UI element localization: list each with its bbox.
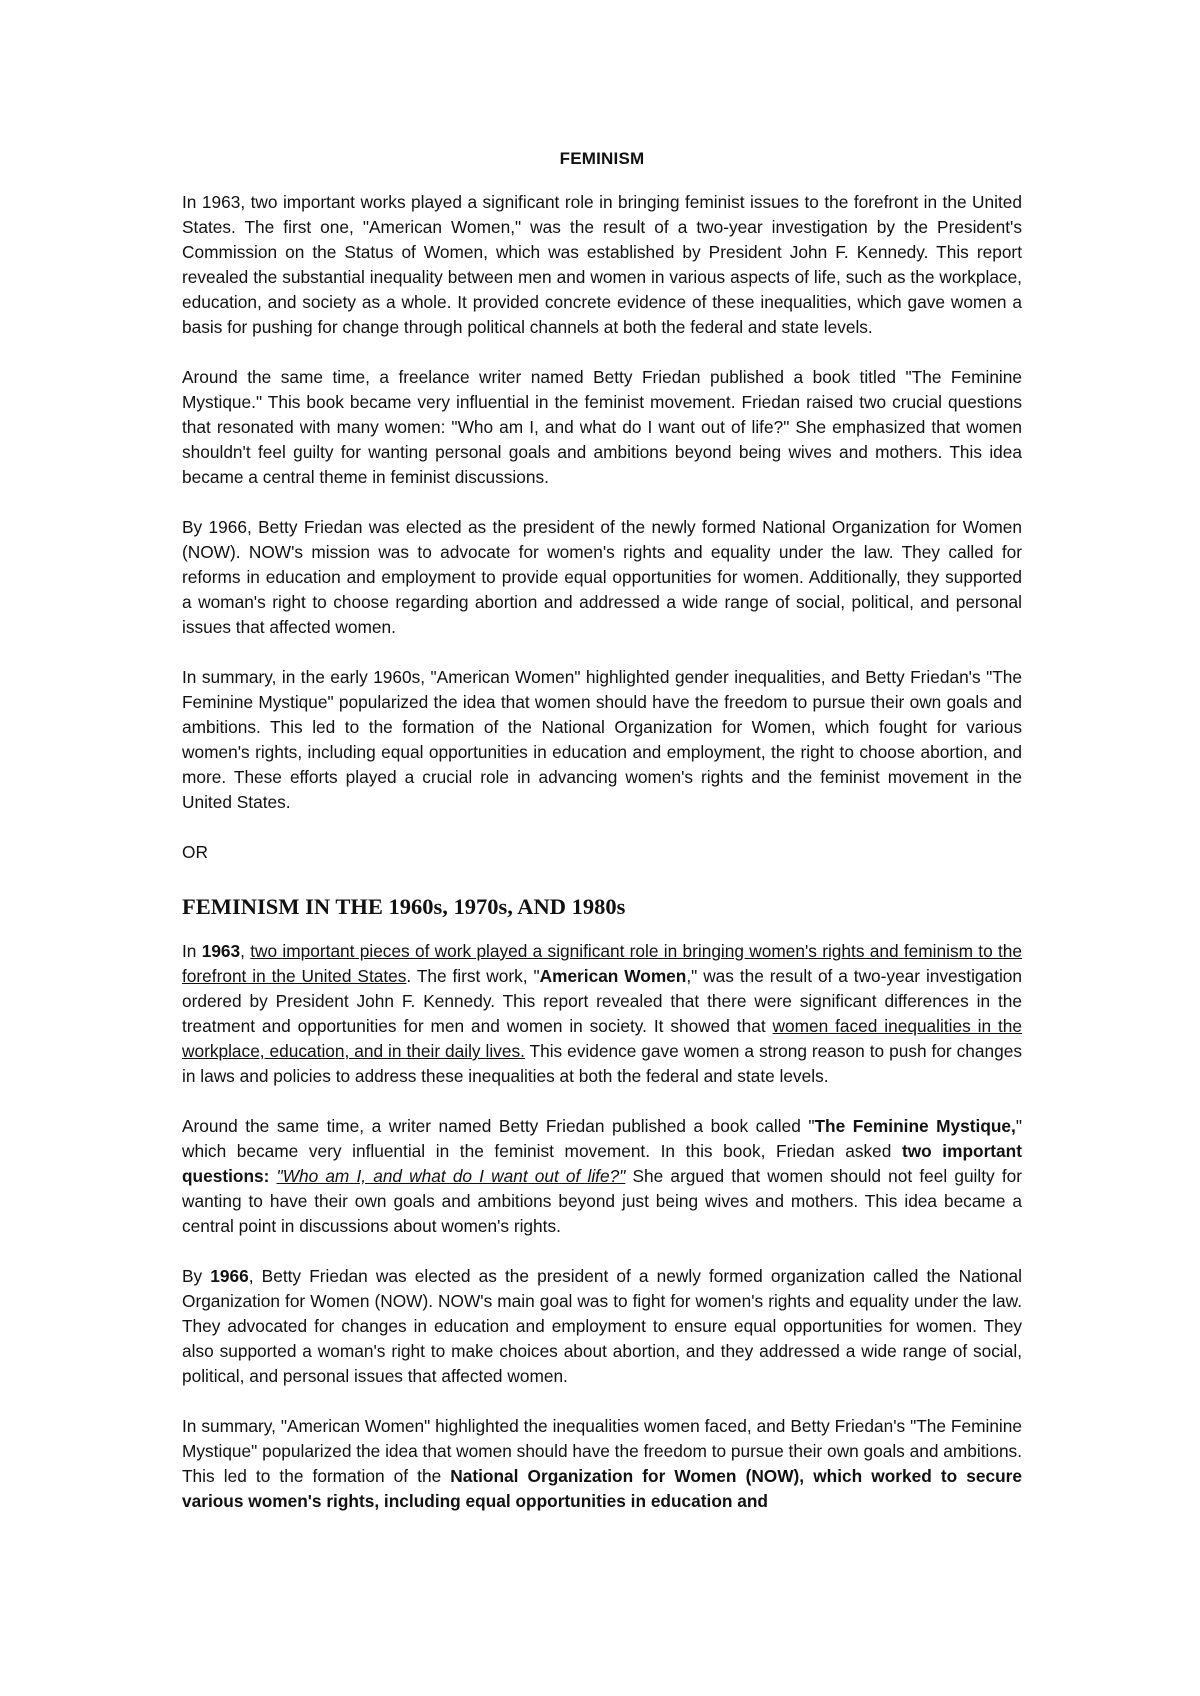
text-run: In xyxy=(182,941,202,961)
bold-year: 1963 xyxy=(201,941,241,961)
bold-phrase: National Organization for Women (NOW), which worked to secure various women's rights, including equal opportunities in education and xyxy=(182,1466,1022,1511)
text-run: , Betty Friedan was elected as the president of a newly formed organization called the National Organization for Women (NOW). NOW's main goal was to fight for women's rights and equality under the law. They advocated for changes in education and employment to ensure equal opportunities for women. They also supported a woman's right to make choices about abortion, and they addressed a wide range of social, political, and personal issues that affected women. xyxy=(182,1266,1022,1386)
text-run: By xyxy=(182,1266,211,1286)
bold-book-title: The Feminine Mystique, xyxy=(814,1116,1016,1136)
or-separator: OR xyxy=(182,842,208,862)
paragraph-2: Around the same time, a freelance writer named Betty Friedan published a book titled "The Feminine Mystique." This book became very influential in the feminist movement. Friedan raised two crucial questions that resonated with many women: "Who am I, and what do I want out of life?" She emphasized that women shouldn't feel guilty for wanting personal goals and ambitions beyond being wives and mothers. This idea became a central theme in feminist discussions. xyxy=(182,367,1022,487)
text-run: This evidence gave women a strong reason to push for changes in laws and policies to address these inequalities at both the federal and state levels. xyxy=(182,1041,1022,1086)
text-run: . The first work, " xyxy=(406,966,540,986)
paragraph-1: In 1963, two important works played a significant role in bringing feminist issues to the forefront in the United States. The first one, "American Women," was the result of a two-year investigation by the President's Commission on the Status of Women, which was established by President John F. Kennedy. This report revealed the substantial inequality between men and women in various aspects of life, such as the workplace, education, and society as a whole. It provided concrete evidence of these inequalities, which gave women a basis for pushing for change through political channels at both the federal and state levels. xyxy=(182,192,1022,337)
text-run: " which became very influential in the feminist movement. In this book, Friedan asked xyxy=(182,1116,1022,1161)
bold-phrase: two important questions: xyxy=(182,1141,1022,1186)
text-run xyxy=(269,1166,276,1186)
paragraph-6 xyxy=(182,1114,1022,1239)
paragraph-5 xyxy=(182,939,1022,1089)
paragraph-8 xyxy=(182,1414,1022,1514)
section-heading: FEMINISM IN THE 1960s, 1970s, AND 1980s xyxy=(182,894,626,919)
text-run: ," was the result of a two-year investigation ordered by President John F. Kennedy. This report revealed that there were significant differences in the treatment and opportunities for men and women in society. It showed that xyxy=(182,966,1023,1036)
document-title: FEMINISM xyxy=(559,149,645,168)
text-run: She argued that women should not feel guilty for wanting to have their own goals and ambitions beyond just being wives and mothers. This idea became a central point in discussions about women's rights. xyxy=(182,1166,1022,1236)
text-run: Around the same time, a writer named Betty Friedan published a book called " xyxy=(182,1116,815,1136)
bold-year: 1966 xyxy=(210,1266,249,1286)
paragraph-7 xyxy=(182,1264,1022,1389)
paragraph-3: By 1966, Betty Friedan was elected as the president of the newly formed National Organization for Women (NOW). NOW's mission was to advocate for women's rights and equality under the law. They called for reforms in education and employment to provide equal opportunities for women. Additionally, they supported a woman's right to choose regarding abortion and addressed a wide range of social, political, and personal issues that affected women. xyxy=(182,517,1022,637)
underlined-phrase: two important pieces of work played a significant role in bringing women's rights and feminism to the forefront in the United States xyxy=(182,941,1023,986)
bold-report-title: American Women xyxy=(539,966,687,986)
text-run: In summary, "American Women" highlighted the inequalities women faced, and Betty Friedan's "The Feminine Mystique" popularized the idea that women should have the freedom to pursue their own goals and ambitions. This led to the formation of the xyxy=(182,1416,1022,1486)
text-run: , xyxy=(240,941,251,961)
underlined-phrase: women faced inequalities in the workplace, education, and in their daily lives. xyxy=(182,1016,1022,1061)
paragraph-4: In summary, in the early 1960s, "American Women" highlighted gender inequalities, and Betty Friedan's "The Feminine Mystique" popularized the idea that women should have the freedom to pursue their own goals and ambitions. This led to the formation of the National Organization for Women, which fought for various women's rights, including equal opportunities in education and employment, the right to choose abortion, and more. These efforts played a crucial role in advancing women's rights and the feminist movement in the United States. xyxy=(182,667,1022,812)
document-body xyxy=(182,146,1022,1539)
underlined-italic-quote: "Who am I, and what do I want out of life?" xyxy=(276,1166,626,1186)
